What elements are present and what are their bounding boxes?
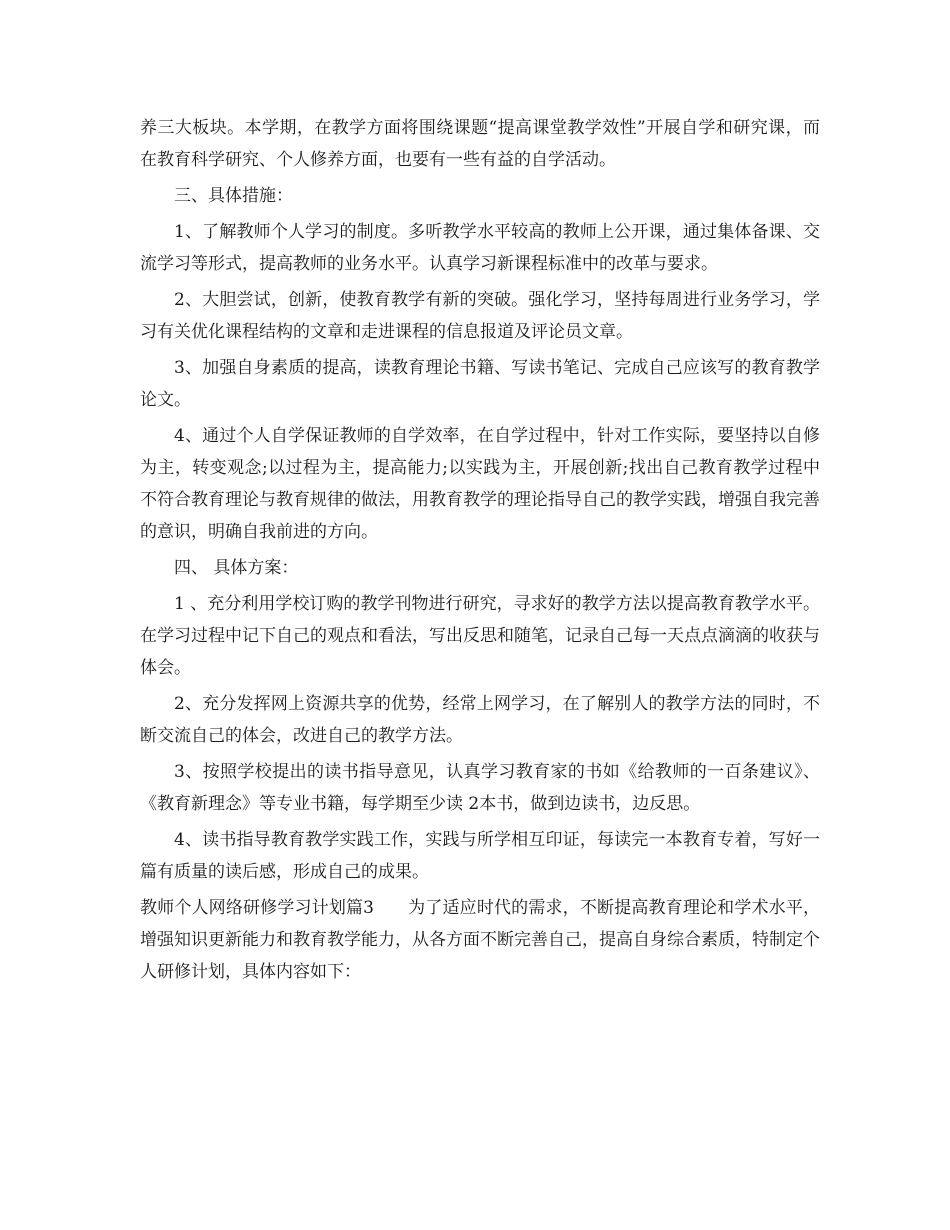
measure-item-4: 4、通过个人自学保证教师的自学效率，在自学过程中，针对工作实际，要坚持以自修为主，转变观念;以过程为主，提高能力;以实践为主，开展创新;找出自己教育教学过程中不符合教育理论与教育规律的做法，用教育教学的理论指导自己的教学实践，增强自我完善的意识，明确自我前进的方向。 bbox=[140, 426, 820, 542]
measure-item-3: 3、加强自身素质的提高，读教育理论书籍、写读书笔记、完成自己应该写的教育教学论文。 bbox=[140, 358, 820, 410]
plan-item-1: 1 、充分利用学校订购的教学刊物进行研究，寻求好的教学方法以提高教育教学水平。在学习过程中记下自己的观点和看法，写出反思和随笔，记录自己每一天点点滴滴的收获与体会。 bbox=[140, 594, 820, 678]
plan-item-4: 4、读书指导教育教学实践工作，实践与所学相互印证，每读完一本教育专着，写好一篇有质量的读后感，形成自己的成果。 bbox=[140, 830, 820, 882]
plan-item-3: 3、按照学校提出的读书指导意见，认真学习教育家的书如《给教师的一百条建议》、《教育新理念》等专业书籍，每学期至少读 2本书，做到边读书，边反思。 bbox=[140, 762, 820, 814]
closing-body: 为了适应时代的需求，不断提高教育理论和学术水平，增强知识更新能力和教育教学能力，从各方面不断完善自己，提高自身综合素质，特制定个人研修计划，具体内容如下： bbox=[140, 898, 820, 982]
document-body bbox=[140, 112, 820, 992]
measure-item-1: 1、了解教师个人学习的制度。多听教学水平较高的教师上公开课，通过集体备课、交流学习等形式，提高教师的业务水平。认真学习新课程标准中的改革与要求。 bbox=[140, 222, 820, 274]
article-title: 教师个人网络研修学习计划篇3 bbox=[140, 898, 374, 918]
section-heading-plan: 四、 具体方案： bbox=[174, 558, 299, 578]
closing-paragraph bbox=[140, 892, 820, 988]
paragraph-intro-continuation: 养三大板块。本学期，在教学方面将围绕课题“提高课堂教学效性”开展自学和研究课，而在教育科学研究、个人修养方面，也要有一些有益的自学活动。 bbox=[140, 118, 820, 170]
section-heading-measures: 三、具体措施： bbox=[174, 186, 293, 206]
measure-item-2: 2、大胆尝试，创新，使教育教学有新的突破。强化学习，坚持每周进行业务学习，学习有关优化课程结构的文章和走进课程的信息报道及评论员文章。 bbox=[140, 290, 820, 342]
plan-item-2: 2、充分发挥网上资源共享的优势，经常上网学习，在了解别人的教学方法的同时，不断交流自己的体会，改进自己的教学方法。 bbox=[140, 694, 820, 746]
